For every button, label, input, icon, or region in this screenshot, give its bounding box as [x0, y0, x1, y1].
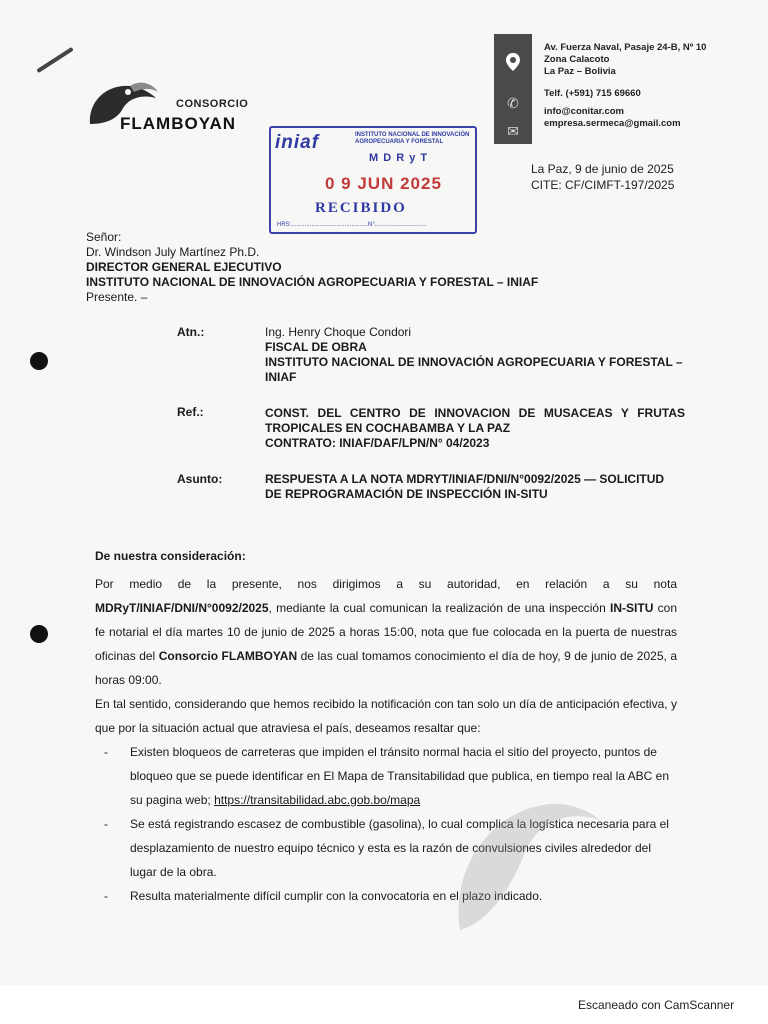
phone-icon: ✆ [507, 95, 519, 111]
recipient-name: Dr. Windson July Martínez Ph.D. [86, 245, 260, 259]
email-icon: ✉ [507, 123, 519, 139]
contact-icon-bar [494, 34, 532, 144]
greeting [95, 544, 677, 568]
p1-part-a: Por medio de la presente, nos dirigimos a su autoridad, en relación a su nota [95, 577, 677, 591]
atn-block [265, 325, 685, 385]
p1-part-c: con fe notarial el día martes 10 de junio de 2025 a horas 15:00, nota que fue colocada en la puerta de nuestras oficinas del [95, 601, 678, 663]
asunto-label: Asunto: [177, 472, 223, 486]
p1-consorcio: Consorcio FLAMBOYAN [158, 649, 298, 663]
atn-label: Atn.: [177, 325, 205, 339]
consorcio-flamboyan-logo [84, 78, 254, 138]
asunto-line-2: DE REPROGRAMACIÓN DE INSPECCIÓN IN-SITU [265, 487, 548, 501]
ref-line-2: TROPICALES EN COCHABAMBA Y LA PAZ [265, 421, 511, 435]
recipient-block [86, 230, 538, 305]
ref-line-3: CONTRATO: INIAF/DAF/LPN/N° 04/2023 [265, 436, 490, 450]
transitabilidad-link[interactable]: https://transitabilidad.abc.gob.bo/mapa [214, 793, 421, 807]
flamingo-watermark-icon [430, 780, 610, 940]
punch-hole [30, 352, 48, 370]
cite: CITE: CF/CIMFT-197/2025 [531, 178, 675, 192]
bullet-text: Se está registrando escasez de combustible (gasolina), lo cual complica la logística necesaria para el desplazamiento de nuestro equipo técnico y esta es la razón de convulsiones civiles alrededor del lugar de la obra. [130, 817, 669, 879]
paragraph-1 [95, 572, 677, 692]
asunto-block [265, 472, 685, 502]
atn-role: FISCAL DE OBRA [265, 340, 367, 354]
present: Presente. – [86, 290, 148, 304]
address-line-1: Av. Fuerza Naval, Pasaje 24-B, Nº 10 [544, 42, 707, 53]
bullet-dash: - [104, 889, 108, 903]
place-date: La Paz, 9 de junio de 2025 [531, 162, 674, 176]
recipient-institution: INSTITUTO NACIONAL DE INNOVACIÓN AGROPECUARIA Y FORESTAL – INIAF [86, 275, 539, 289]
camscanner-footer: Escaneado con CamScanner [578, 998, 735, 1012]
stamp-logo: iniaf [275, 132, 320, 153]
bullet-text: Resulta materialmente difícil cumplir con la convocatoria en el plazo indicado. [130, 889, 543, 903]
ref-label: Ref.: [177, 405, 204, 419]
brand-name: FLAMBOYAN [120, 114, 237, 133]
stamp-received: RECIBIDO [315, 200, 407, 216]
ref-line-1: CONST. DEL CENTRO DE INNOVACION DE MUSACEAS Y FRUTAS [265, 406, 685, 420]
bullet-dash: - [104, 817, 108, 831]
stamp-date: 0 9 JUN 2025 [325, 174, 442, 193]
p1-in-situ: IN-SITU [610, 601, 654, 615]
contact-emails [544, 106, 681, 130]
greeting-text: De nuestra consideración: [95, 549, 246, 563]
contact-phone: Telf. (+591) 715 69660 [544, 88, 641, 99]
bullet-text: Existen bloqueos de carreteras que impiden el tránsito normal hacia el sitio del proyecto, puntos de bloqueo que se puede identificar en El Mapa de Transitabilidad que publica, en tiempo real la ABC en su pagina web; [130, 745, 670, 807]
recipient-position: DIRECTOR GENERAL EJECUTIVO [86, 260, 282, 274]
stamp-ministry: M D R y T [369, 152, 429, 164]
address-line-3: La Paz – Bolivia [544, 66, 616, 77]
address-line-2: Zona Calacoto [544, 54, 610, 65]
asunto-line-1: RESPUESTA A LA NOTA MDRYT/INIAF/DNI/N°0092/2025 — SOLICITUD [265, 472, 665, 486]
ref-block [265, 406, 685, 451]
p1-part-d: de las cual tomamos conocimiento el día de hoy, 9 de junio de 2025, a horas 09:00. [95, 649, 678, 687]
stamp-signature-line: HRS:..............................................N°............................... [277, 222, 427, 228]
pen-mark [36, 47, 73, 73]
punch-hole [30, 625, 48, 643]
atn-institution-2: INIAF [265, 370, 297, 384]
p1-note-ref: MDRyT/INIAF/DNI/N°0092/2025 [95, 601, 269, 615]
paragraph-2: En tal sentido, considerando que hemos recibido la notificación con tan solo un día de anticipación efectiva, y que por la situación actual que atraviesa el país, deseamos resaltar que: [95, 697, 677, 735]
atn-name: Ing. Henry Choque Condori [265, 325, 412, 339]
reception-stamp [269, 126, 477, 234]
bullet-dash: - [104, 745, 108, 759]
location-pin-icon [502, 52, 524, 74]
salutation: Señor: [86, 230, 122, 244]
atn-institution-1: INSTITUTO NACIONAL DE INNOVACIÓN AGROPECUARIA Y FORESTAL – [265, 355, 683, 369]
email-2: empresa.sermeca@gmail.com [544, 118, 681, 129]
contact-address [544, 42, 706, 78]
p1-part-b: , mediante la cual comunican la realización de una inspección [268, 601, 611, 615]
stamp-institution: INSTITUTO NACIONAL DE INNOVACIÓN AGROPECUARIA Y FORESTAL [355, 132, 470, 145]
email-1: info@conitar.com [544, 106, 624, 117]
brand-small: CONSORCIO [176, 98, 249, 110]
